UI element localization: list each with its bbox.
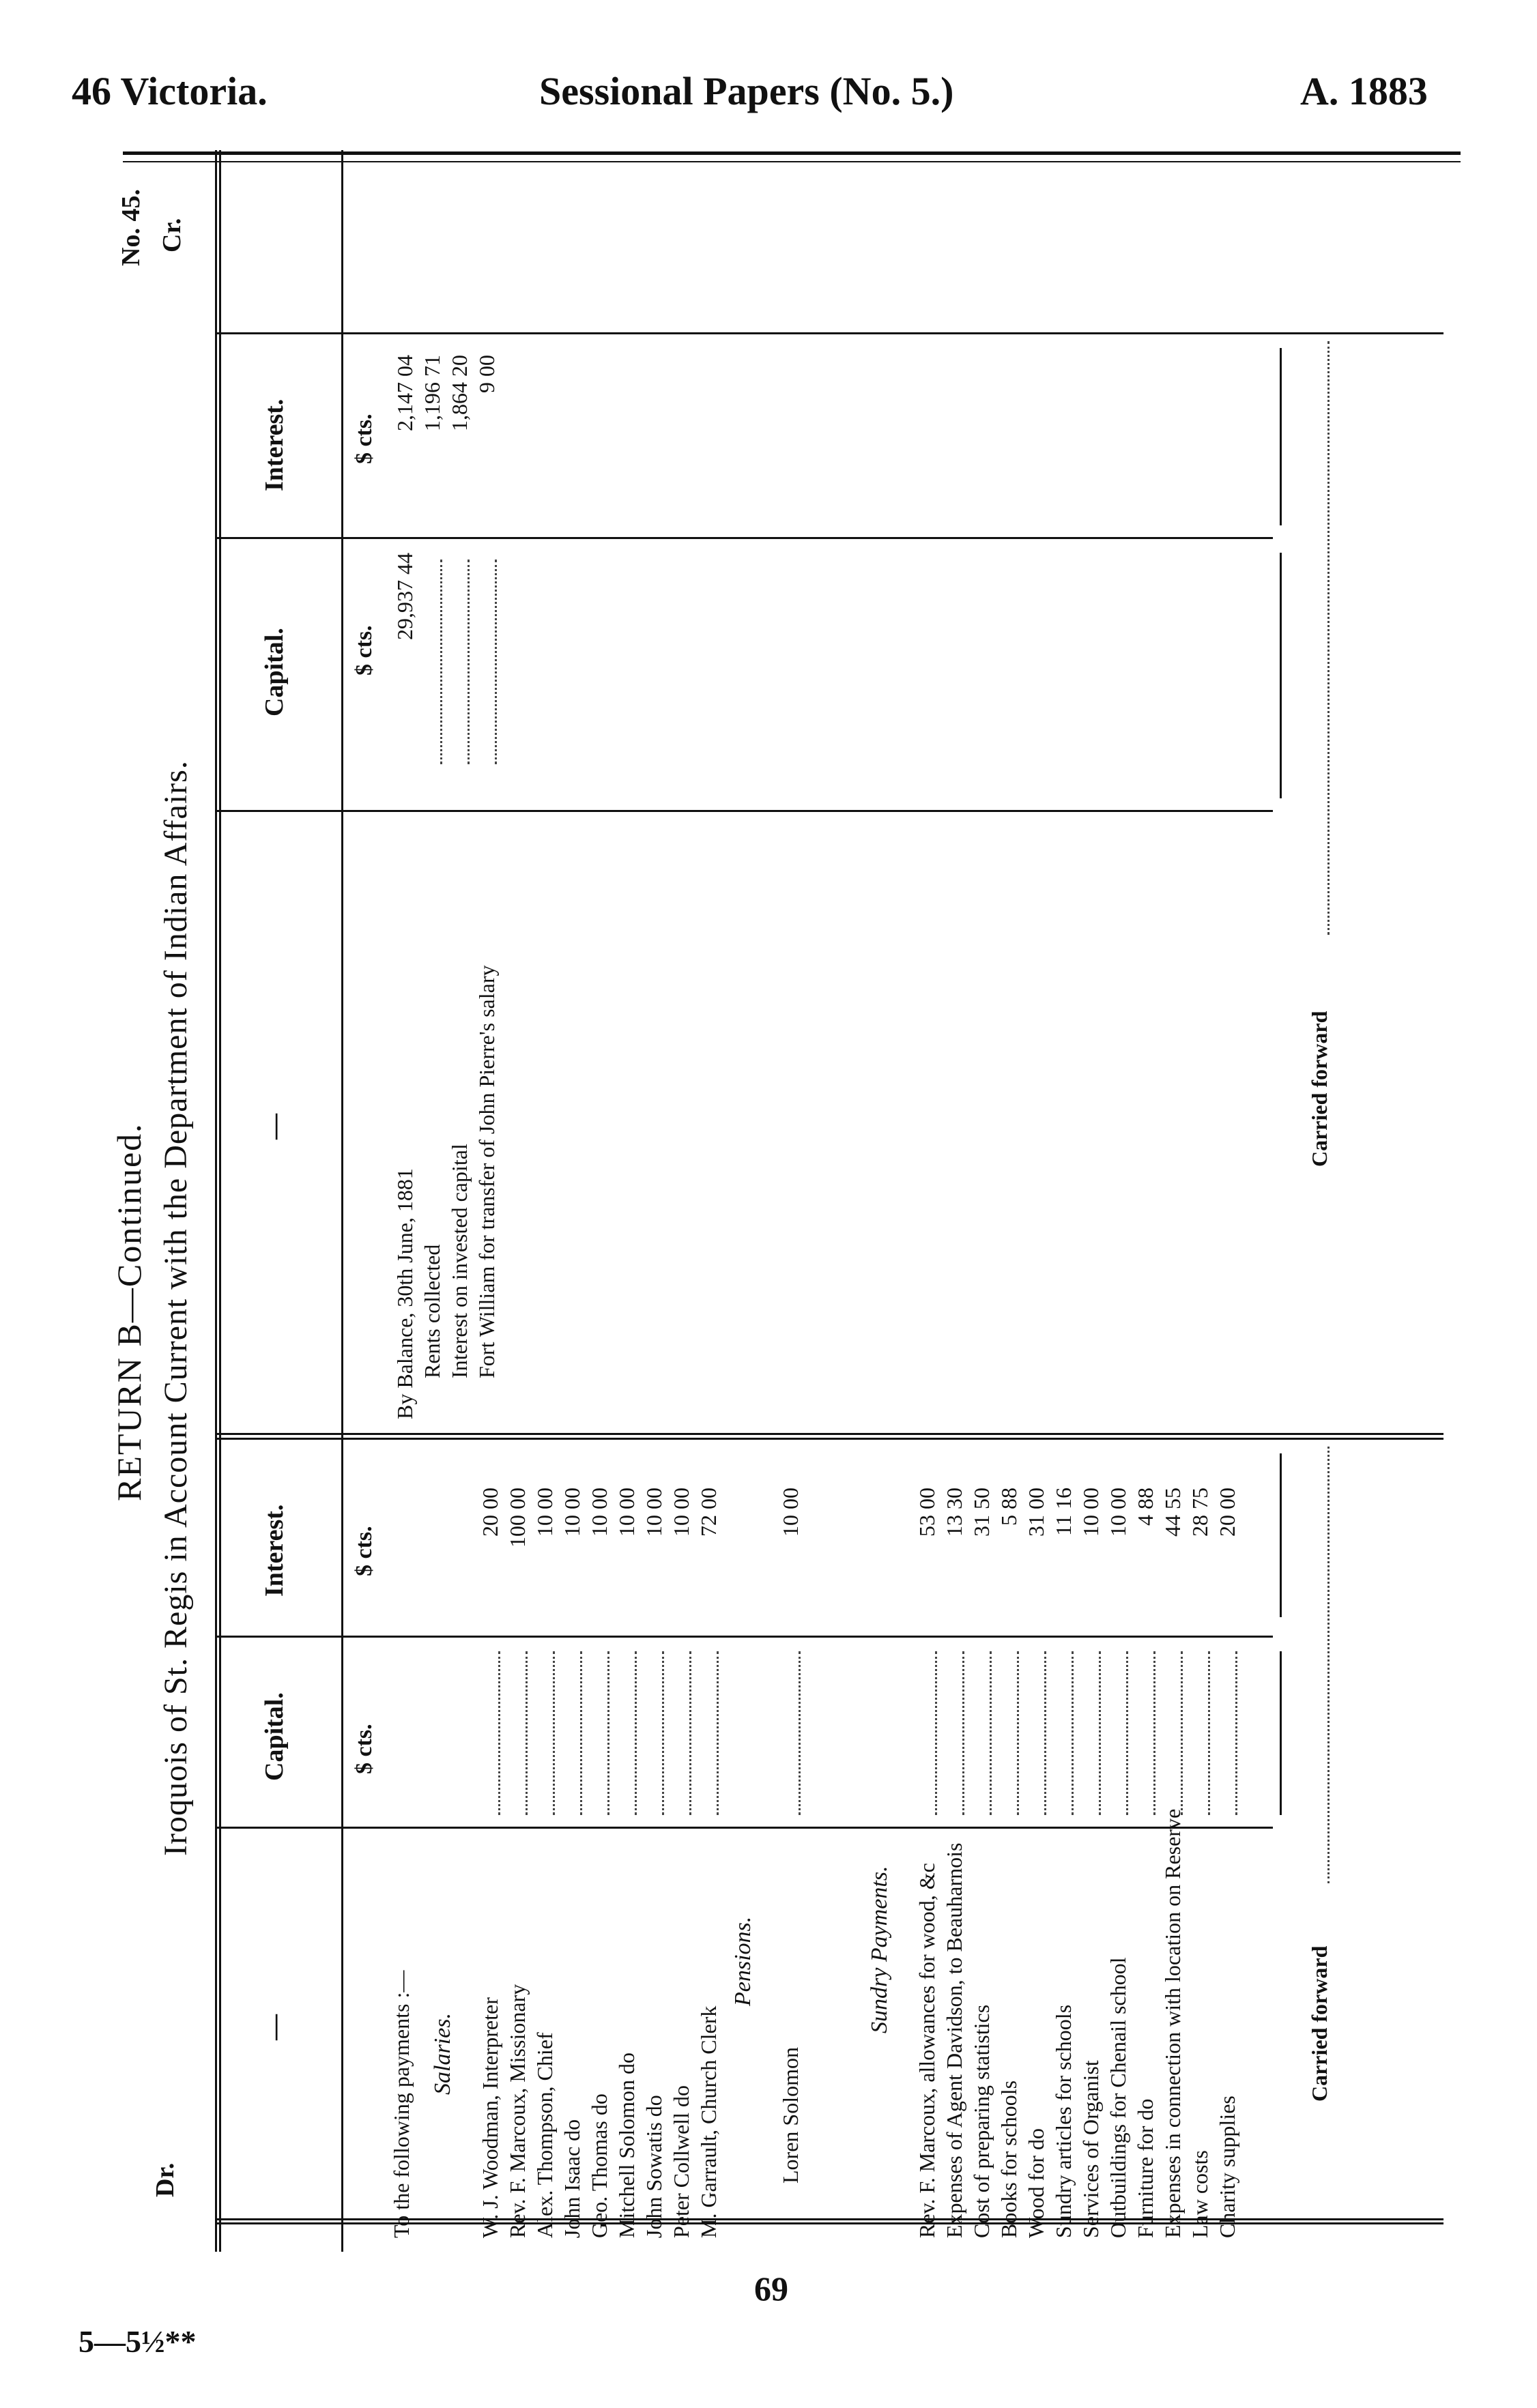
debit-row-interest: 20 00 xyxy=(1215,1488,1239,1537)
debit-row-label: Rev. F. Marcoux, allowances for wood, &c xyxy=(915,1863,939,2238)
debit-row-label: Geo. Thomas do xyxy=(587,2093,612,2238)
debit-capital-total-rule xyxy=(1280,1651,1282,1815)
credit-capital-units: $ cts. xyxy=(351,625,377,676)
debit-row-interest: 10 00 xyxy=(560,1488,584,1537)
debit-interest-header: Interest. xyxy=(260,1504,289,1597)
debit-row-label: Services of Organist xyxy=(1078,2060,1103,2238)
debit-row-label: Rev. F. Marcoux, Missionary xyxy=(505,1984,530,2238)
debit-capital-dots xyxy=(662,1651,664,1815)
debit-row-label: Peter Collwell do xyxy=(669,2085,693,2238)
debit-capital-dots xyxy=(1235,1651,1237,1815)
signature-mark: 5—5½** xyxy=(78,2324,197,2359)
debit-row-label: Cost of preparing statistics xyxy=(969,2004,994,2238)
debit-capital-dots xyxy=(1099,1651,1101,1815)
credit-row-interest: 9 00 xyxy=(474,355,499,393)
credit-row-interest: 1,196 71 xyxy=(420,355,444,431)
frame-top xyxy=(215,150,217,2252)
debit-row-interest: 100 00 xyxy=(505,1488,530,1548)
debit-capital-dots xyxy=(1072,1651,1074,1815)
debit-capital-dots xyxy=(1181,1651,1183,1815)
debit-row-label: Furniture for do xyxy=(1133,2098,1158,2238)
debit-row-interest: 13 30 xyxy=(942,1488,966,1537)
debit-interest-units: $ cts. xyxy=(351,1526,377,1576)
debit-capital-dots xyxy=(689,1651,691,1815)
debit-capital-header: Capital. xyxy=(260,1692,289,1781)
credit-col-div-1 xyxy=(215,810,1273,812)
debit-row-interest: 10 00 xyxy=(642,1488,666,1537)
debit-row-interest: 31 00 xyxy=(1024,1488,1048,1537)
debit-row-interest: 5 88 xyxy=(996,1488,1021,1526)
credit-row-label: Interest on invested capital xyxy=(447,1144,472,1378)
credit-interest-total-rule xyxy=(1280,348,1282,525)
center-divider-2 xyxy=(215,1433,1443,1435)
number-label: No. 45. xyxy=(117,189,145,266)
credit-interest-header: Interest. xyxy=(260,398,289,491)
page-number: 69 xyxy=(754,2269,788,2308)
debit-capital-dots xyxy=(1208,1651,1210,1815)
debit-row-label: Expenses in connection with location on Reserve xyxy=(1160,1808,1185,2238)
credit-capital-dots xyxy=(468,560,470,764)
debit-intro: To the following payments :— xyxy=(389,1970,414,2238)
debit-row-interest: 10 00 xyxy=(669,1488,693,1537)
salaries-heading: Salaries. xyxy=(430,2013,455,2095)
debit-row-interest: 44 55 xyxy=(1160,1488,1185,1537)
return-title: RETURN B—Continued. xyxy=(110,1122,148,1501)
debit-row-label: Wood for do xyxy=(1024,2128,1048,2238)
credit-capital-header: Capital. xyxy=(260,628,289,716)
credit-row-label: By Balance, 30th June, 1881 xyxy=(392,1168,417,1419)
debit-capital-dots xyxy=(580,1651,582,1815)
center-divider xyxy=(215,1438,1443,1440)
debit-row-label: Books for schools xyxy=(996,2080,1021,2238)
debit-row-label: Law costs xyxy=(1188,2150,1212,2238)
debit-row-interest: 4 88 xyxy=(1133,1488,1158,1526)
debit-row-interest: 28 75 xyxy=(1188,1488,1212,1537)
header-session: 46 Victoria. xyxy=(72,69,268,113)
debit-capital-dots xyxy=(799,1651,801,1815)
cr-label: Cr. xyxy=(158,218,186,252)
debit-row-interest: 31 50 xyxy=(969,1488,994,1537)
dr-label: Dr. xyxy=(151,2162,179,2197)
debit-capital-dots xyxy=(990,1651,992,1815)
debit-row-interest: 53 00 xyxy=(915,1488,939,1537)
debit-capital-dots xyxy=(553,1651,555,1815)
debit-capital-dots xyxy=(1044,1651,1046,1815)
credit-row-label: Fort William for transfer of John Pierre's salary xyxy=(474,965,499,1378)
debit-capital-dots xyxy=(717,1651,719,1815)
debit-row-interest: 10 00 xyxy=(778,1488,803,1537)
debit-capital-dots xyxy=(1126,1651,1128,1815)
frame-top-2 xyxy=(219,150,221,2252)
credit-row-label: Rents collected xyxy=(420,1244,444,1378)
credit-capital-dots xyxy=(440,560,442,764)
account-table xyxy=(96,136,1454,2265)
debit-capital-dots xyxy=(1017,1651,1019,1815)
debit-capital-dots xyxy=(607,1651,609,1815)
debit-carried-forward: Carried forward xyxy=(1307,1945,1332,2102)
pensions-heading: Pensions. xyxy=(730,1916,756,2006)
credit-interest-units: $ cts. xyxy=(351,414,377,464)
debit-capital-dots xyxy=(526,1651,528,1815)
debit-row-interest: 10 00 xyxy=(532,1488,557,1537)
debit-capital-dots xyxy=(935,1651,937,1815)
debit-row-interest: 10 00 xyxy=(1078,1488,1103,1537)
credit-capital-total-rule xyxy=(1280,553,1282,798)
debit-row-interest: 20 00 xyxy=(478,1488,502,1537)
credit-capital-dots xyxy=(495,560,497,764)
sundry-heading: Sundry Payments. xyxy=(867,1866,892,2033)
credit-row-interest: 2,147 04 xyxy=(392,355,417,431)
debit-row-label: Outbuildings for Chenail school xyxy=(1106,1957,1130,2238)
header-divider xyxy=(341,150,343,2252)
credit-dash-header: — xyxy=(260,1114,289,1140)
debit-row-interest: 10 00 xyxy=(614,1488,639,1537)
credit-col-div-2 xyxy=(215,537,1273,539)
frame-right xyxy=(215,332,1443,334)
debit-row-interest: 10 00 xyxy=(1106,1488,1130,1537)
debit-row-label: M. Garrault, Church Clerk xyxy=(696,2005,721,2238)
debit-row-label: Charity supplies xyxy=(1215,2095,1239,2238)
header-title: Sessional Papers (No. 5.) xyxy=(539,69,954,113)
debit-row-label: John Sowatis do xyxy=(642,2095,666,2238)
debit-carried-dots xyxy=(1327,1447,1330,1883)
debit-row-label: Sundry articles for schools xyxy=(1051,2004,1076,2238)
debit-col-div-2 xyxy=(215,1636,1273,1638)
account-subtitle: Iroquois of St. Regis in Account Current with the Department of Indian Affairs. xyxy=(158,760,194,1856)
credit-row-capital: 29,937 44 xyxy=(392,553,417,640)
debit-row-label: Mitchell Solomon do xyxy=(614,2052,639,2238)
debit-capital-dots xyxy=(635,1651,637,1815)
debit-row-interest: 11 16 xyxy=(1051,1488,1076,1536)
credit-row-interest: 1,864 20 xyxy=(447,355,472,431)
header-year: A. 1883 xyxy=(1300,69,1428,113)
debit-row-label: John Isaac do xyxy=(560,2119,584,2238)
debit-row-interest: 72 00 xyxy=(696,1488,721,1537)
debit-capital-dots xyxy=(962,1651,964,1815)
debit-row-label: W. J. Woodman, Interpreter xyxy=(478,1997,502,2238)
debit-col-div-1 xyxy=(215,1827,1273,1829)
debit-dash-header: — xyxy=(260,2014,289,2040)
debit-capital-dots xyxy=(498,1651,500,1815)
credit-carried-dots xyxy=(1327,341,1330,935)
debit-row-label: Expenses of Agent Davidson, to Beauharnois xyxy=(942,1842,966,2238)
credit-carried-forward: Carried forward xyxy=(1307,1011,1332,1167)
debit-capital-dots xyxy=(1153,1651,1155,1815)
debit-row-label: Alex. Thompson, Chief xyxy=(532,2032,557,2238)
debit-row-interest: 10 00 xyxy=(587,1488,612,1537)
debit-row-label: Loren Solomon xyxy=(778,2047,803,2184)
debit-capital-units: $ cts. xyxy=(351,1724,377,1774)
debit-interest-total-rule xyxy=(1280,1453,1282,1617)
